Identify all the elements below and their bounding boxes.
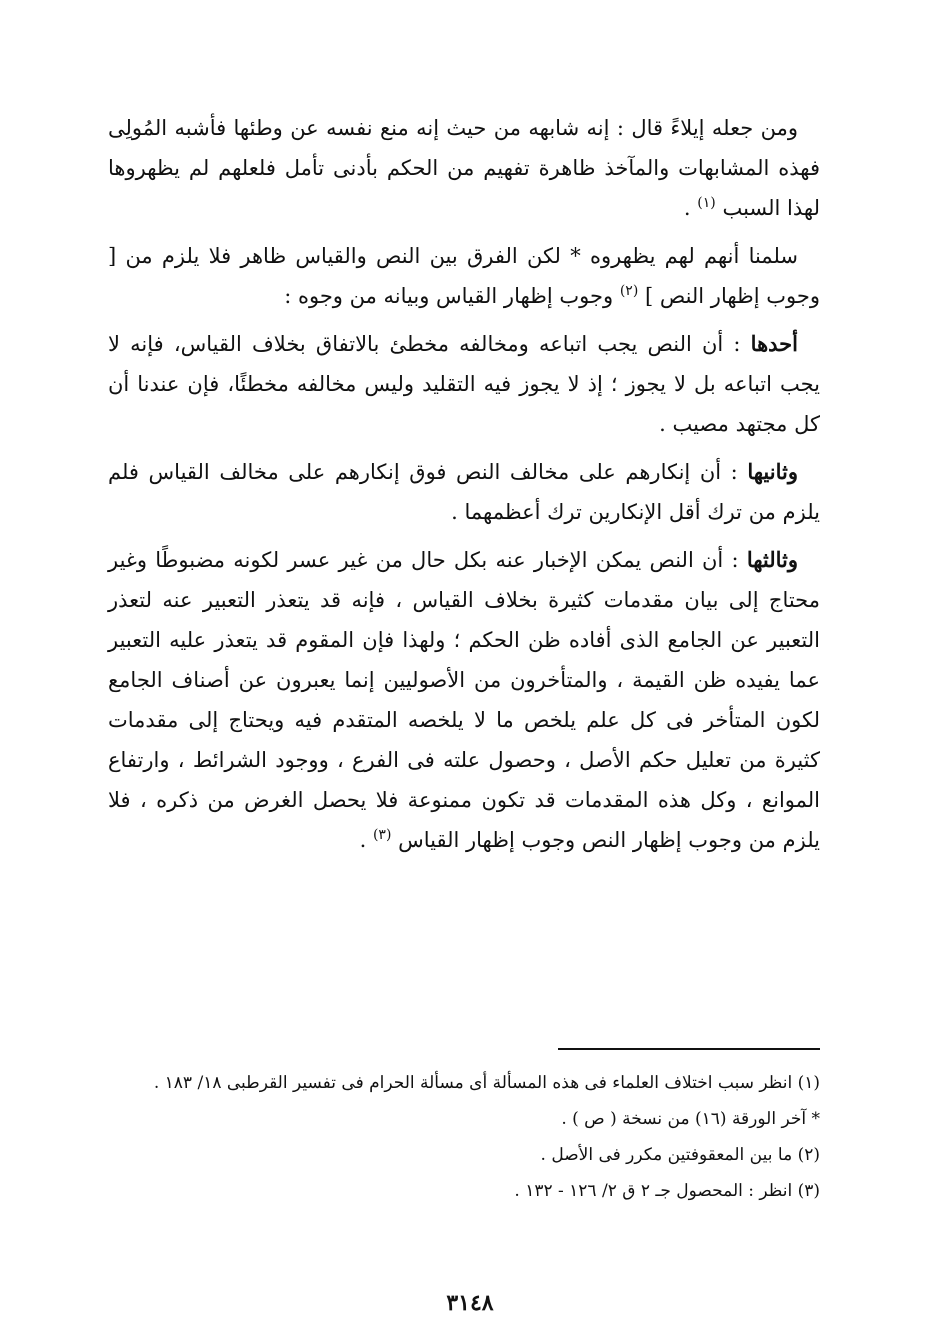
footnote-2: (٢) ما بين المعقوفتين مكرر فى الأصل . — [540, 1145, 820, 1165]
footnote-ref-2: (٢) — [619, 283, 639, 299]
footnote-ref-1: (١) — [697, 195, 716, 211]
paragraph-5-end: . — [359, 828, 367, 852]
paragraph-1 — [108, 108, 820, 228]
paragraph-3 — [108, 324, 820, 444]
paragraph-2 — [108, 236, 820, 316]
paragraph-4-text: : أن إنكارهم على مخالف النص فوق إنكارهم على مخالف القياس فلم يلزم من ترك أقل الإنكارين ترك أعظمهما . — [108, 460, 820, 524]
paragraph-5-heading: وثالثها — [746, 547, 799, 572]
paragraph-2-text-a: سلمنا أنهم لهم يظهروه * لكن الفرق بين النص والقياس ظاهر فلا يلزم من [ وجوب إظهار النص ] — [108, 244, 820, 308]
main-text — [108, 108, 820, 868]
page-number: ٣١٤٨ — [446, 1290, 494, 1316]
footnote-1: (١) انظر سبب اختلاف العلماء فى هذه المسألة أى مسألة الحرام فى تفسير القرطبى ١٨/ ١٨٣ . — [153, 1073, 820, 1093]
paragraph-1-text: ومن جعله إيلاءً قال : إنه شابهه من حيث إنه منع نفسه عن وطئها فأشبه المُولِى فهذه المشابهات والمآخذ ظاهرة تفهيم من الحكم بأدنى تأمل فلعلهم لم يظهروها لهذا السبب — [108, 116, 820, 220]
paragraph-3-heading: أحدها — [750, 331, 798, 356]
footnote-ref-3: (٣) — [372, 827, 392, 843]
footnote-divider — [558, 1048, 820, 1050]
footnote-3: (٣) انظر : المحصول جـ ٢ ق ٢/ ١٢٦ - ١٣٢ . — [514, 1181, 820, 1201]
footnote-star: * آخر الورقة (١٦) من نسخة ( ص ) . — [561, 1109, 820, 1129]
paragraph-5-text: : أن النص يمكن الإخبار عنه بكل حال من غير عسر لكونه مضبوطًا وغير محتاج إلى بيان مقدمات كثيرة بخلاف القياس ، فإنه قد يتعذر التعبير عنه لتعذر التعبير عن الجامع الذى أفاده ظن الحكم ؛ ولهذا فإن المقوم قد يتعذر عليه التعبير عما يفيده ظن القيمة ، والمتأخرون من الأصوليين إنما يعبرون عن أصناف الجامع لكون المتأخر فى كل علم يلخص ما لا يلخصه المتقدم فيه ويحتاج إلى مقدمات كثيرة من تعليل حكم الأصل ، وحصول علته فى الفرع ، ووجود الشرائط ، وارتفاع الموانع ، وكل هذه المقدمات قد تكون ممنوعة فلا يحصل الغرض من ذكره ، فلا يلزم من وجوب إظهار النص وجوب إظهار القياس — [108, 548, 820, 852]
paragraph-2-text-b: وجوب إظهار القياس وبيانه من وجوه : — [284, 284, 614, 308]
paragraph-5 — [108, 540, 820, 860]
paragraph-3-text: : أن النص يجب اتباعه ومخالفه مخطئ بالاتفاق بخلاف القياس، فإنه لا يجب اتباعه بل لا يجوز ؛ إذ لا يجوز فيه التقليد وليس مخالفه مخطئًا، فإن عندنا أن كل مجتهد مصيب . — [108, 332, 820, 436]
paragraph-4 — [108, 452, 820, 532]
paragraph-1-end: . — [683, 196, 691, 220]
footnotes — [108, 1068, 820, 1212]
paragraph-4-heading: وثانيها — [747, 459, 798, 484]
